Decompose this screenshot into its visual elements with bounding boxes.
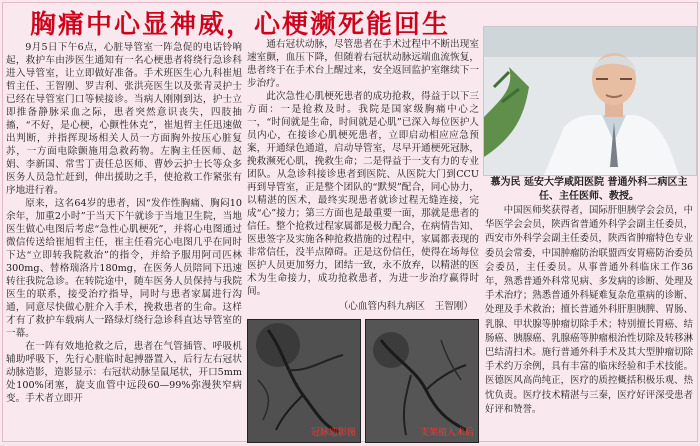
angiogram-graphic (366, 320, 478, 442)
paragraph: 通右冠状动脉，尽管患者在手术过程中不断出现室速室颤，血压下降，但随着右冠状动脉远端血流恢复，患者终于在手术台上醒过来，安全返回监护室继续下一步治疗。 (247, 39, 479, 89)
article-headline: 胸痛中心显神威，心梗濒死能回生 (29, 10, 450, 40)
article-column-1 (6, 41, 242, 441)
doctor-portrait-graphic (484, 27, 696, 175)
angiogram-graphic (248, 320, 360, 442)
angiogram-caption: 冠脉造影图 (310, 428, 356, 438)
angiogram-caption: 支架植入术后 (419, 428, 474, 438)
article-column-2 (247, 38, 479, 312)
angiogram-image-1 (247, 319, 361, 443)
paragraph: 此次急性心肌梗死患者的成功抢救，得益于以下三方面：一是抢救及时。我院是国家级胸痛中心之一，“时间就是生命，时间就是心肌”已深入每位医护人员内心，在接诊心肌梗死患者，立即启动相应应急预案，开通绿色通道，启动导管室，尽早开通梗死冠脉，挽救濒死心肌，挽救生命；二是得益于一支有力的专业团队。从急诊科接诊患者到医院、从医院大门到CCU再到导管室，正是整个团队的“默契”配合，同心协力，以精湛的医术，最终实现患者就诊过程无缝连接，完成“心”接力；第三方面也是最重要一面，那就是患者的信任。整个抢救过程家属都是极力配合，在病情告知、医患签字及实施各种抢救措施的过程中，家属都表现的非常信任，没半点障碍。正是这份信任，使得在场每位医护人员更加努力，团结一致，永不放弃，以精湛的医术为生命接力，成功抢救患者，为进一步治疗赢得时间。 (247, 91, 479, 297)
angiogram-image-2 (365, 319, 479, 443)
doctor-profile (485, 176, 693, 441)
article-byline: （心血管内科九病区 王智刚） (338, 301, 473, 312)
doctor-bio-text: 中国医师奖获得者，国际肝胆胰学会会员，中华医学会会员，陕西省普通外科学会副主任委员，西安市外科学会副主任委员，陕西省肿瘤特色专业委员会常委，中国肿瘤防治联盟西安胃癌防治委员会委员，主任委员。从事普通外科临床工作36年，熟悉普通外科常见病、多发病的诊断、处理及手术治疗；熟悉普通外科疑难复杂危重病的诊断、处理及手术救治；擅长普通外科肝胆胰脾、胃肠、乳腺、甲状腺等肿瘤切除手术；特别擅长胃癌、结肠癌、胰腺癌、乳腺癌等肿瘤根治性切除及转移淋巴结清扫术。施行普通外科手术及其大型肿瘤切除手术约万余例，具有丰富的临床经验和手术技能。医德医风高尚纯正，医疗的质控概括积极乐观、热忱负责。医疗技术精湛与三秦，医疗好评深受患者好评和赞誉。 (485, 205, 693, 415)
paragraph: 9月5日下午6点，心脏导管室一阵急促的电话铃响起，救护车由涉医生通知有一名心梗患者将绕行急诊科进入导管室，让立即做好准备。手术班医生心九科崔旭哲主任、王智刚、罗吉利、张洪亮医生以及张青灵护士已经在导管室门口等候接诊。当病人刚刚到达，护士立即推备静脉采血之际，患者突然意识丧失，四肢抽搐，“不好，是心梗，心颤性休克”，崔旭哲主任迅速做出判断，并指挥现场相关人员一方面胸外按压心脏复苏，一方面电除颤施用急救药物。左胸主任医师、赵娟、李新国、常雪丁责任总医师、曹妙云护士长等众多医务人员急忙赶到，伸出援助之手，使抢救工作紧张有序地进行着。 (6, 42, 242, 196)
paragraph: 在一阵有效地抢救之后，患者在气管插管、呼吸机辅助呼吸下，先行心脏临时起搏器置入，后行左右冠状动脉造影，造影显示：右冠状动脉呈鼠尾状，开口5mm处100%闭塞，旋支血管中远段60—99%弥漫狭窄病变。手术者立即开 (6, 341, 242, 404)
doctor-portrait-photo (483, 26, 697, 176)
doctor-name-title: 慕为民 延安大学咸阳医院 普通外科二病区主任、主任医师、教授。 (490, 177, 688, 202)
paragraph: 原来，这名64岁的患者，因“发作性胸痛、胸闷10余年，加重2小时”于当天下午就诊于当地卫生院，当地医生做心电图后考虑“急性心肌梗死”，并将心电图通过微信传送给崔旭哲主任，崔主任看完心电图几乎在同时下达“立即转我院救治”的指令，并给予服用阿司匹林300mg、替格瑞洛片180mg，在医务人员陪同下迅速转往我院急诊。在转院途中，随车医务人员保持与我院医生的联系，接受治疗指导，同时与患者家属进行沟通，同意尽快做心脏介入手术，挽救患者的生命。这样才有了救护车载病人一路绿灯绕行急诊科直达导管室的一幕。 (6, 198, 242, 339)
